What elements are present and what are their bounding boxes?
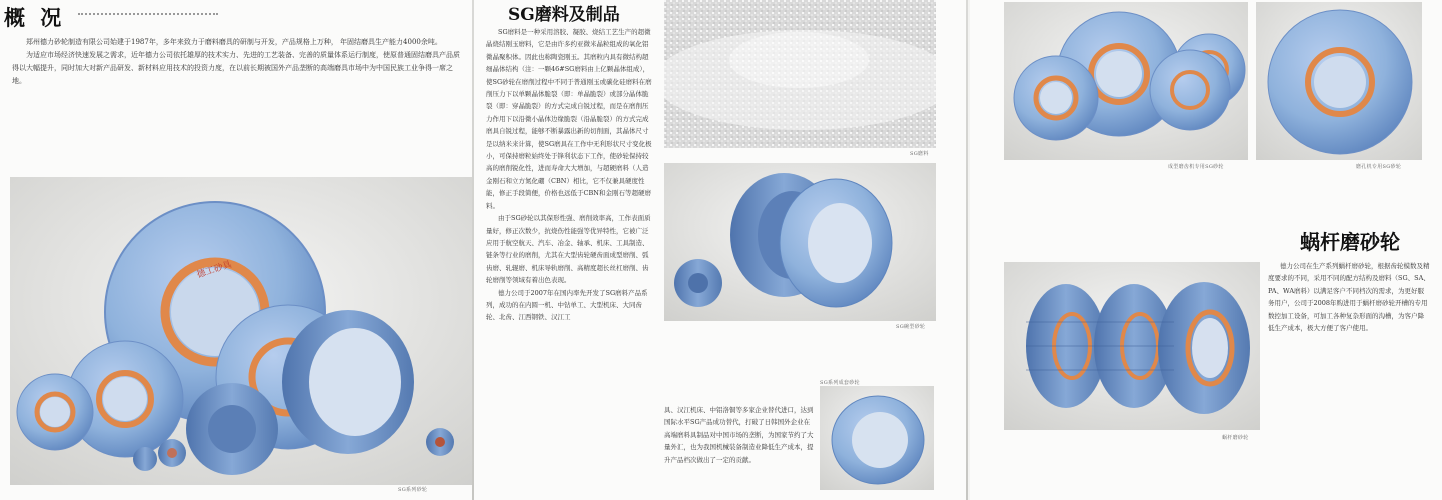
- title-dot-leader: [78, 13, 218, 15]
- gear-grinding-wheels-illustration: [1004, 2, 1248, 160]
- sg-paragraph-1: SG磨料是一种采用溶胶、凝胶、烧结工艺生产的超微晶烧结刚玉磨料，它是由许多约亚微米晶粒组成的氧化铝微晶聚积体。因此也称陶瓷刚玉。其磨粒内具有微结构超细晶体结构（注：一颗46#SG磨料由上亿颗晶体组成），使SG砂轮在磨削过程中不同于普通刚玉或碳化硅磨料在磨削压力下以单颗晶体脆裂（即：单晶脆裂）或部分晶体脆裂（即：穿晶脆裂）的方式完成自锐过程，而是在磨削压力作用下以沿微小晶体边缘脆裂（沿晶脆裂）的方式完成磨具自锐过程，能够不断暴露出新的切削面，其晶体尺寸是以纳米来计算，使SG磨具在工作中无利形状尺寸变化极小，可保持磨粒始终处于锋利状态下工作，使砂轮保持较高的磨削锐化性，进而寿命大大增加，与超硬磨料（人造金刚石和立方氮化硼（CBN）相比，它不仅兼具硬度性能，修正手段简便，价格也远低于CBN和金刚石等超硬磨料。: [486, 28, 652, 210]
- caption-sg-series: SG系列砂轮: [398, 487, 428, 493]
- page-fold-2: [966, 0, 968, 500]
- photo-sg-single-wheel: [820, 386, 934, 490]
- sg-paragraph-3: 德力公司于2007年在国内率先开发了SG磨料产品系列，成功的在内圆一机、中钻单工、大型机床、大同齿轮、北齿、江西钢铁、汉江工: [486, 288, 648, 322]
- section-title-sg: SG磨料及制品: [508, 5, 620, 25]
- photo-worm-wheels: [1004, 262, 1260, 430]
- wheel-label: 德工砂具: [195, 259, 234, 281]
- caption-gear-grinding: 成型磨齿机专用SG砂轮: [1168, 164, 1224, 170]
- caption-worm: 蜗杆磨砂轮: [1222, 435, 1249, 441]
- section-title-worm: 蜗杆磨砂轮: [1300, 230, 1400, 254]
- caption-sg-powder: SG磨料: [910, 151, 929, 157]
- sg-text-column-b: 具、汉江机床、中铝洛铜等多家企业替代进口，达到国际水平SG产品成功替代，打破了日韩国外企业在高端磨料具制品对中国市场的垄断，为国家节约了大量外汇，也为我国机械装备制造业降低生产成本，提升产品档次做出了一定的贡献。: [664, 406, 814, 464]
- photo-sg-cup-wheels: [664, 163, 936, 321]
- sg-single-wheel-illustration: [820, 386, 934, 490]
- sg-paragraph-2: 由于SG砂轮以其保形性强、磨削效率高，工作表面质量好，修正次数少，抗烧伤性能强等优异特性，它被广泛应用于航空航天、汽车、冶金、轴承、机床、工具制造、链条等行业的磨削，尤其在大型齿轮硬齿面成型磨削、弧齿磨、轧辊磨、机床导轨磨削、高精度超长丝杠磨削、齿轮磨削等领域有着出色表现。: [486, 214, 651, 285]
- worm-paragraph: 德力公司在生产系列蜗杆磨砂轮，根据齿轮模数及精度要求的不同，采用不同的配方结构及磨料（SG、SA、PA、WA磨料）以满足客户不同档次的需求，为更好服务用户，公司于2008年购进用于蜗杆磨砂轮开槽的专用数控加工设备，可加工各种复杂形面的沟槽，为客户降低生产成本，极大方便了客户使用。: [1268, 262, 1430, 333]
- overview-intro-text: [12, 36, 464, 88]
- sg-series-wheels-illustration: [10, 177, 472, 485]
- caption-hole-grinding: 磨孔机专用SG砂轮: [1356, 164, 1402, 170]
- hole-grinding-wheel-illustration: [1256, 2, 1422, 160]
- caption-sg-cup: SG碗型砂轮: [896, 324, 926, 330]
- sg-powder-illustration: [664, 0, 936, 148]
- sg-text-column: [486, 26, 654, 324]
- photo-sg-powder: [664, 0, 936, 148]
- intro-paragraph-1: 郑州德力砂轮制造有限公司始建于1987年，多年来致力于磨料磨具的研制与开发，产品规格上万种， 年固结磨具生产能力4000余吨。: [26, 38, 442, 46]
- photo-sg-series-wheels: [10, 177, 472, 485]
- worm-wheels-illustration: [1004, 262, 1260, 430]
- sg-cup-wheels-illustration: [664, 163, 936, 321]
- photo-gear-grinding-wheels: [1004, 2, 1248, 160]
- intro-paragraph-2: 为适应市场经济快速发展之需求，近年德力公司依托雄厚的技术实力、先进的工艺装备、完善的质量体系运行制度，使原普通固结磨具产品质得以大幅提升，同时加大对新产品研发、新材料应用技术的投资力度，在以前长期被国外产品垄断的高端磨具市场中为中国民族工业争得一席之地。: [12, 51, 460, 85]
- worm-wheel-group: [1026, 282, 1250, 414]
- caption-sg-single: SG系列成套砂轮: [820, 380, 860, 386]
- worm-text-column: [1268, 260, 1430, 334]
- photo-hole-grinding-wheel: [1256, 2, 1422, 160]
- section-title-overview: 概 况: [4, 6, 66, 30]
